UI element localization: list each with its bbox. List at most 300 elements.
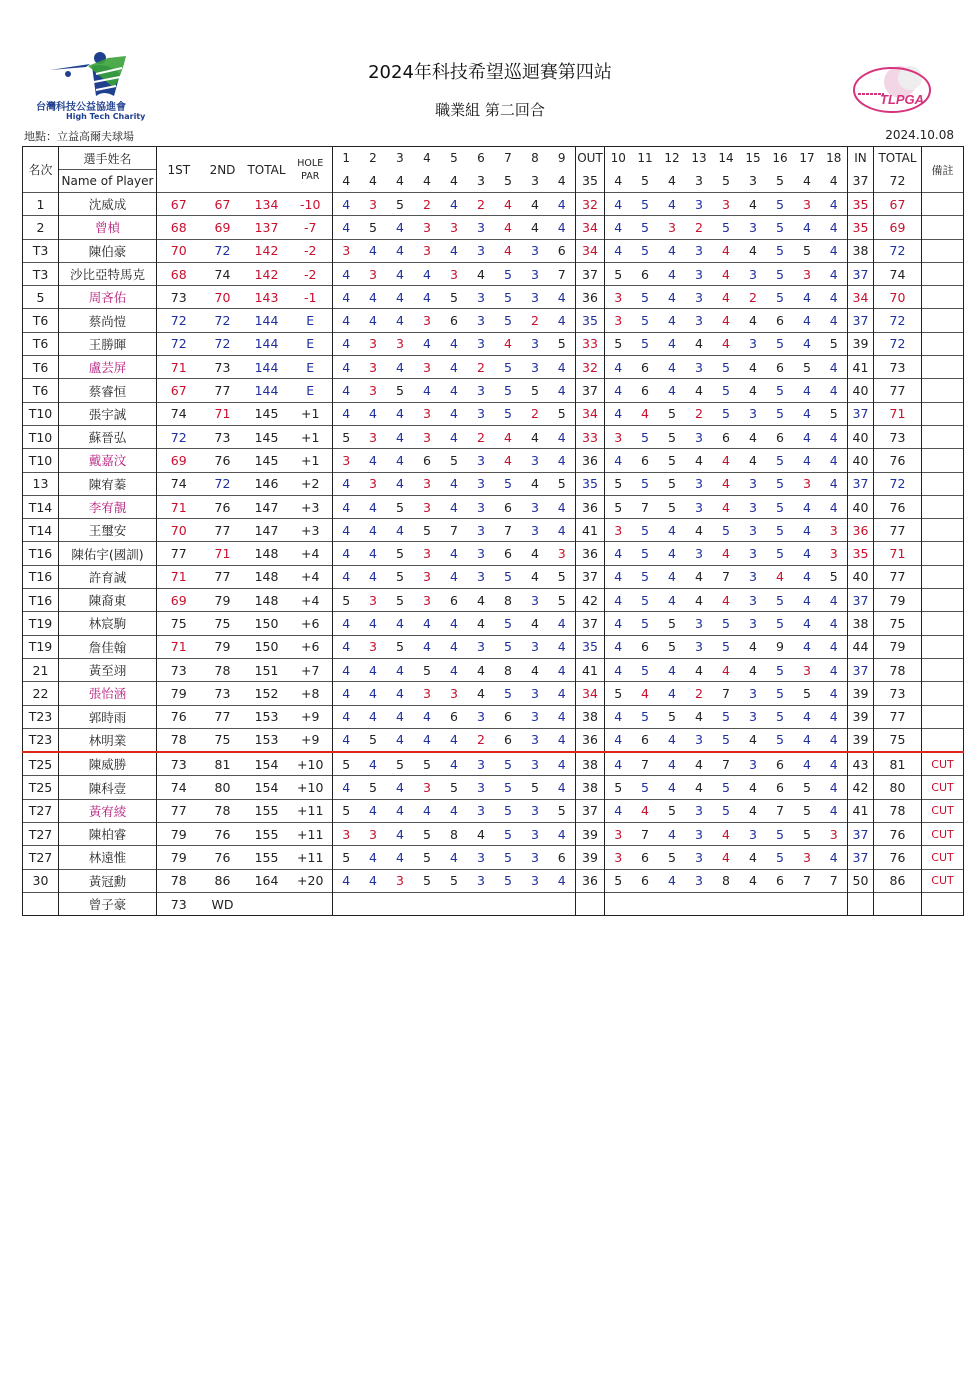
hole-score: 4: [549, 869, 576, 892]
hole-score: 5: [713, 728, 740, 752]
player-remark: [922, 472, 964, 495]
hole-score: 4: [360, 495, 387, 518]
hole-score: 4: [441, 799, 468, 822]
player-remark: [922, 449, 964, 472]
player-total: 150: [245, 635, 289, 658]
hole-score: 4: [333, 682, 360, 705]
player-r1: 70: [157, 519, 201, 542]
hole-score: 4: [794, 216, 821, 239]
player-round-total: 76: [874, 846, 922, 869]
hole-score: 4: [468, 658, 495, 681]
hole-score: 6: [495, 542, 522, 565]
hole-score: 4: [821, 612, 848, 635]
hole-score: 7: [441, 519, 468, 542]
hole-score: 3: [468, 869, 495, 892]
hole-score: 4: [821, 799, 848, 822]
hole-score: 5: [713, 635, 740, 658]
hole-score: 5: [605, 332, 632, 355]
hole-score: 4: [387, 356, 414, 379]
player-name: 戴嘉汶: [59, 449, 157, 472]
hole-score: 4: [686, 776, 713, 799]
hole-score: 4: [605, 565, 632, 588]
hole-score: 3: [468, 752, 495, 776]
hole-score: 4: [605, 589, 632, 612]
player-in: 44: [848, 635, 874, 658]
hole-score: 4: [605, 542, 632, 565]
hole-score: 4: [333, 565, 360, 588]
player-out: 36: [576, 286, 605, 309]
hole-score: 4: [387, 449, 414, 472]
player-to-par: +1: [289, 449, 333, 472]
hole-score: 4: [414, 612, 441, 635]
player-r2: 70: [201, 286, 245, 309]
hole-score: 4: [387, 425, 414, 448]
hole-score: 4: [794, 402, 821, 425]
hole-score: 7: [632, 752, 659, 776]
hole-score: 4: [549, 356, 576, 379]
hole-score: 5: [495, 379, 522, 402]
hole-score: 4: [794, 542, 821, 565]
hole-score: 4: [767, 565, 794, 588]
player-total: 148: [245, 565, 289, 588]
player-row: [23, 658, 964, 681]
player-total: 155: [245, 846, 289, 869]
par-value: 4: [668, 173, 676, 189]
player-row: [23, 239, 964, 262]
hole-score: 4: [549, 728, 576, 752]
hole-score: 6: [767, 752, 794, 776]
hole-score: 3: [522, 239, 549, 262]
hole-score: 5: [414, 869, 441, 892]
player-total: 148: [245, 589, 289, 612]
player-row: [23, 823, 964, 846]
hole-score: 4: [414, 286, 441, 309]
hole-score: 4: [713, 262, 740, 285]
player-row: [23, 402, 964, 425]
hole-score: 4: [821, 356, 848, 379]
player-round-total: 77: [874, 519, 922, 542]
col-hole-par-header: [289, 147, 333, 193]
hole-score: 3: [522, 449, 549, 472]
player-out: 39: [576, 846, 605, 869]
hole-score: 4: [740, 239, 767, 262]
hole-score: 4: [414, 332, 441, 355]
player-remark: [922, 589, 964, 612]
hole-score: 5: [495, 262, 522, 285]
hole-score: 4: [360, 519, 387, 542]
player-to-par: -10: [289, 193, 333, 216]
hole-score: 4: [549, 823, 576, 846]
hole-score: 5: [767, 239, 794, 262]
player-row: [23, 193, 964, 216]
player-rank: T25: [23, 752, 59, 776]
player-row: [23, 519, 964, 542]
hole-score: 4: [659, 193, 686, 216]
hole-score: 3: [522, 356, 549, 379]
hole-score: 4: [794, 728, 821, 752]
player-row: [23, 449, 964, 472]
player-r2: 74: [201, 262, 245, 285]
player-total: 151: [245, 658, 289, 681]
player-remark: [922, 682, 964, 705]
hole-score: 4: [333, 402, 360, 425]
hole-score: 4: [333, 658, 360, 681]
hole-number: 11: [632, 147, 659, 170]
hole-score: 4: [686, 332, 713, 355]
hole-score: 4: [360, 402, 387, 425]
hole-score: 4: [522, 425, 549, 448]
player-remark: [922, 286, 964, 309]
page-subtitle: 職業組 第二回合: [435, 101, 545, 119]
hole-score: 8: [495, 589, 522, 612]
hole-number: 12: [659, 147, 686, 170]
hole-score: 7: [767, 799, 794, 822]
player-to-par: E: [289, 379, 333, 402]
player-total: 145: [245, 449, 289, 472]
hole-score: 4: [441, 356, 468, 379]
hole-label: HOLE: [297, 157, 324, 169]
hole-score: 4: [522, 193, 549, 216]
hole-score: 3: [794, 846, 821, 869]
hole-score: 4: [414, 379, 441, 402]
hole-score: 6: [495, 728, 522, 752]
hole-score: 4: [333, 728, 360, 752]
hole-score: 2: [468, 425, 495, 448]
hole-number: 2: [360, 147, 387, 170]
player-total: 154: [245, 776, 289, 799]
hole-score: 5: [632, 309, 659, 332]
player-round-total: 73: [874, 682, 922, 705]
player-rank: T27: [23, 799, 59, 822]
hole-score: 4: [821, 846, 848, 869]
hole-score: 4: [495, 216, 522, 239]
hole-score: 4: [794, 286, 821, 309]
player-round-total: 73: [874, 425, 922, 448]
par-value: 5: [641, 173, 649, 189]
hole-score: 4: [632, 402, 659, 425]
hole-score: 3: [740, 332, 767, 355]
hole-score: 5: [522, 776, 549, 799]
player-round-total: 77: [874, 379, 922, 402]
player-r1: 75: [157, 612, 201, 635]
player-name: 林明業: [59, 728, 157, 752]
hole-score: 3: [468, 309, 495, 332]
hole-score: 5: [441, 449, 468, 472]
player-round-total: 69: [874, 216, 922, 239]
hole-score: 5: [495, 402, 522, 425]
player-in: 35: [848, 542, 874, 565]
hole-score: 6: [414, 449, 441, 472]
hole-score: 5: [632, 193, 659, 216]
hole-score: 4: [360, 612, 387, 635]
player-r2: 77: [201, 565, 245, 588]
hole-score: 3: [360, 472, 387, 495]
hole-score: 3: [713, 193, 740, 216]
hole-score: 4: [360, 309, 387, 332]
player-round-total: 72: [874, 472, 922, 495]
player-remark: CUT: [922, 869, 964, 892]
hole-score: 6: [632, 728, 659, 752]
hole-score: 4: [360, 658, 387, 681]
hole-score: 4: [686, 752, 713, 776]
hole-score: 3: [360, 379, 387, 402]
player-remark: [922, 542, 964, 565]
player-r2: 75: [201, 728, 245, 752]
hole-score: 3: [468, 379, 495, 402]
hole-score: 5: [713, 379, 740, 402]
hole-score: 3: [605, 309, 632, 332]
col-in-header: IN: [848, 147, 874, 170]
hole-score: 4: [414, 262, 441, 285]
hole-score: 3: [522, 799, 549, 822]
hole-score: 3: [360, 425, 387, 448]
player-r1: 71: [157, 495, 201, 518]
hole-score: 3: [441, 262, 468, 285]
hole-score: 4: [522, 542, 549, 565]
col-total2-header: TOTAL: [874, 147, 922, 170]
player-out: 41: [576, 519, 605, 542]
hole-score: 5: [659, 495, 686, 518]
player-remark: [922, 332, 964, 355]
player-remark: [922, 705, 964, 728]
hole-score: 4: [794, 425, 821, 448]
player-row: [23, 472, 964, 495]
hole-score: 5: [441, 869, 468, 892]
player-to-par: +3: [289, 495, 333, 518]
col-r1-header: 1ST: [157, 147, 201, 193]
hole-number: 7: [495, 147, 522, 170]
hole-score: 4: [414, 705, 441, 728]
hole-score: 4: [659, 823, 686, 846]
hole-score: 3: [740, 262, 767, 285]
player-r2: 76: [201, 823, 245, 846]
hole-score: 4: [605, 193, 632, 216]
hole-number: 13: [686, 147, 713, 170]
player-total: 145: [245, 402, 289, 425]
hole-score: 4: [522, 472, 549, 495]
hole-score: 6: [441, 589, 468, 612]
hole-score: 4: [387, 239, 414, 262]
hole-score: 3: [414, 495, 441, 518]
hole-score: 3: [414, 402, 441, 425]
hole-score: 6: [632, 635, 659, 658]
player-r1: 68: [157, 216, 201, 239]
player-name: 張怡涵: [59, 682, 157, 705]
player-rank: T10: [23, 402, 59, 425]
player-r1: 77: [157, 542, 201, 565]
hole-score: 3: [468, 776, 495, 799]
player-remark: [922, 635, 964, 658]
par-value: 4: [423, 173, 431, 189]
player-r1: 74: [157, 776, 201, 799]
hole-score: 5: [549, 472, 576, 495]
player-total: 142: [245, 239, 289, 262]
hole-score: 3: [740, 612, 767, 635]
hole-score: 4: [821, 216, 848, 239]
player-total: 147: [245, 495, 289, 518]
hole-score: 4: [821, 193, 848, 216]
player-total: 144: [245, 379, 289, 402]
player-row: [23, 728, 964, 752]
player-r2: 80: [201, 776, 245, 799]
hole-score: 4: [713, 495, 740, 518]
player-round-total: 79: [874, 635, 922, 658]
hole-score: 2: [522, 309, 549, 332]
hole-score: 4: [740, 776, 767, 799]
player-name: 盧芸屏: [59, 356, 157, 379]
hole-score: 5: [713, 799, 740, 822]
hole-score: 4: [605, 379, 632, 402]
player-row: [23, 262, 964, 285]
hole-score: 4: [387, 262, 414, 285]
hole-score: 5: [387, 589, 414, 612]
hole-score: 4: [659, 682, 686, 705]
player-to-par: +4: [289, 542, 333, 565]
hole-number: 17: [794, 147, 821, 170]
hole-score: 3: [414, 565, 441, 588]
hole-score: 4: [740, 309, 767, 332]
hole-score: 3: [414, 309, 441, 332]
scoreboard-table: [22, 146, 964, 916]
par-total: 72: [874, 170, 922, 193]
player-r2: 77: [201, 379, 245, 402]
hole-score: 3: [441, 216, 468, 239]
hole-score: 5: [387, 542, 414, 565]
hole-score: 4: [387, 846, 414, 869]
hole-score: 4: [360, 239, 387, 262]
par-value: 3: [477, 173, 485, 189]
player-r2: 76: [201, 495, 245, 518]
hole-number: 6: [468, 147, 495, 170]
player-to-par: +4: [289, 589, 333, 612]
hole-score: 6: [549, 846, 576, 869]
hole-score: 4: [821, 728, 848, 752]
player-row: [23, 799, 964, 822]
hole-score: 4: [632, 682, 659, 705]
player-rank: 21: [23, 658, 59, 681]
hole-score: 4: [495, 425, 522, 448]
hole-score: 6: [632, 379, 659, 402]
hole-score: 5: [441, 776, 468, 799]
player-in: 39: [848, 682, 874, 705]
hole-score: 3: [468, 239, 495, 262]
player-r1: 74: [157, 402, 201, 425]
hole-score: 5: [713, 612, 740, 635]
player-in: 38: [848, 239, 874, 262]
player-remark: [922, 216, 964, 239]
player-name: 蘇晉弘: [59, 425, 157, 448]
par-value: 5: [776, 173, 784, 189]
player-r1: 77: [157, 799, 201, 822]
player-in: 39: [848, 705, 874, 728]
hole-score: 5: [632, 776, 659, 799]
player-rank: T25: [23, 776, 59, 799]
player-name: 陳科壹: [59, 776, 157, 799]
player-total: 153: [245, 705, 289, 728]
player-rank: 2: [23, 216, 59, 239]
hole-score: 4: [468, 823, 495, 846]
hole-score: 4: [549, 658, 576, 681]
hole-score: 3: [468, 565, 495, 588]
player-r1: 71: [157, 635, 201, 658]
player-remark: CUT: [922, 823, 964, 846]
hole-score: 4: [659, 728, 686, 752]
player-to-par: +7: [289, 658, 333, 681]
hole-score: 3: [686, 262, 713, 285]
hole-score: 5: [767, 262, 794, 285]
hole-score: 3: [414, 239, 441, 262]
player-remark: [922, 658, 964, 681]
player-rank: T3: [23, 239, 59, 262]
hole-score: 3: [414, 425, 441, 448]
hole-score: 4: [549, 309, 576, 332]
player-rank: T16: [23, 542, 59, 565]
player-r1: 71: [157, 565, 201, 588]
player-r2: 67: [201, 193, 245, 216]
player-rank: T27: [23, 823, 59, 846]
hole-score: 2: [468, 728, 495, 752]
hole-score: 5: [549, 589, 576, 612]
player-rank: T6: [23, 309, 59, 332]
player-rank: T23: [23, 728, 59, 752]
player-rank: T6: [23, 356, 59, 379]
player-out: 34: [576, 216, 605, 239]
page-title: 2024年科技希望巡迴賽第四站: [368, 62, 612, 83]
hole-score: 5: [495, 309, 522, 332]
player-name: 郭時雨: [59, 705, 157, 728]
player-name: 王璽安: [59, 519, 157, 542]
player-r1: 73: [157, 892, 201, 915]
player-rank: T16: [23, 589, 59, 612]
player-r2: 79: [201, 589, 245, 612]
hole-score: 4: [713, 472, 740, 495]
player-round-total: 70: [874, 286, 922, 309]
player-out: 38: [576, 705, 605, 728]
player-out: 42: [576, 589, 605, 612]
player-r1: 68: [157, 262, 201, 285]
player-r1: 79: [157, 823, 201, 846]
player-round-total: 76: [874, 449, 922, 472]
player-to-par: +11: [289, 799, 333, 822]
hole-score: 4: [794, 565, 821, 588]
player-out: 35: [576, 635, 605, 658]
hole-score: 4: [740, 425, 767, 448]
hole-score: 5: [632, 612, 659, 635]
player-round-total: 71: [874, 542, 922, 565]
hole-score: 3: [740, 752, 767, 776]
player-in: 40: [848, 495, 874, 518]
player-to-par: E: [289, 309, 333, 332]
hole-score: 4: [522, 216, 549, 239]
player-r2: 72: [201, 472, 245, 495]
hole-score: 4: [659, 309, 686, 332]
player-rank: 1: [23, 193, 59, 216]
hole-score: 5: [794, 823, 821, 846]
hole-score: 5: [767, 705, 794, 728]
hole-score: 4: [468, 612, 495, 635]
par-value: 4: [450, 173, 458, 189]
player-r1: 79: [157, 846, 201, 869]
hole-score: 5: [659, 635, 686, 658]
player-name: 王勝暉: [59, 332, 157, 355]
hole-score: 4: [821, 472, 848, 495]
hole-score: 4: [686, 449, 713, 472]
hole-score: 4: [740, 193, 767, 216]
player-r2: 78: [201, 799, 245, 822]
hole-number: 8: [522, 147, 549, 170]
player-rank: [23, 892, 59, 915]
hole-score: 3: [549, 542, 576, 565]
